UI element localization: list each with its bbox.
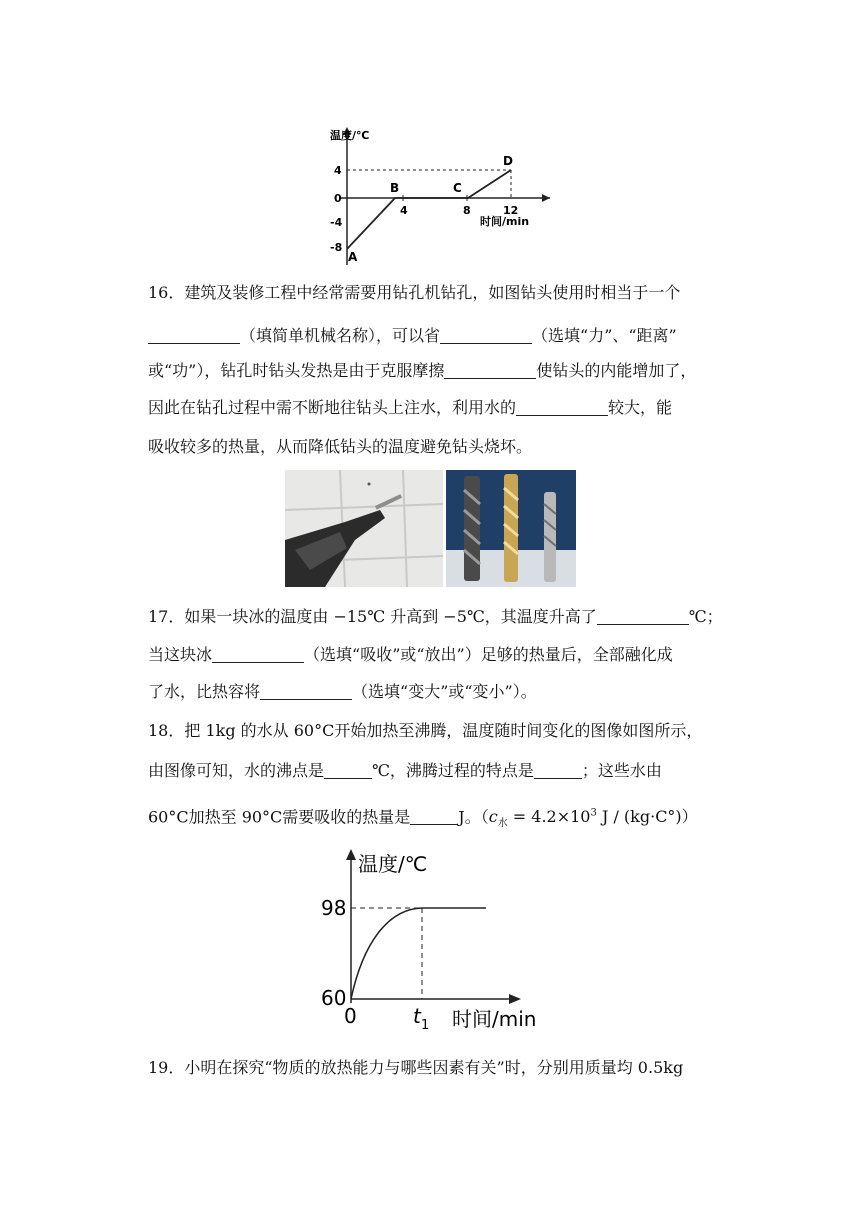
fig1-point-b: B: [390, 181, 400, 195]
fig2-xtick-t-sub: 1: [421, 1018, 430, 1033]
q16-text-2b: （选填“力”、“距离”: [532, 326, 677, 345]
q17-text-1a: 17．如果一块冰的温度由 −15℃ 升高到 −5℃，其温度升高了: [148, 607, 597, 626]
fig1-xtick-4: 4: [400, 204, 408, 217]
q18-blank-2[interactable]: [534, 762, 582, 779]
fig1-xlabel: 时间/min: [480, 215, 530, 228]
specific-heat-formula: $c_水 = 4.2\times 10^3$ J / (kg·C°)）: [488, 807, 698, 830]
q16-text-1: 16．建筑及装修工程中经常需要用钻孔机钻孔，如图钻头使用时相当于一个: [148, 283, 681, 302]
fig2-xtick-t: t: [413, 1004, 421, 1028]
fig2-ytick-60: 60: [321, 986, 347, 1010]
q16-text-4a: 因此在钻孔过程中需不断地往钻头上注水，利用水的: [148, 398, 517, 417]
q17-text-3b: （选填“变大”或“变小”）。: [352, 682, 537, 701]
q18-text-2b: ℃，沸腾过程的特点是: [372, 761, 534, 780]
q16-text-3b: 使钻头的内能增加了，: [536, 361, 697, 380]
q16-line2: [148, 325, 677, 347]
q16-blank-1[interactable]: [148, 327, 240, 344]
q18-line2: [148, 760, 662, 782]
q17-blank-1[interactable]: [597, 608, 689, 625]
q18-line3: [148, 803, 698, 836]
fig1-point-c: C: [453, 181, 462, 195]
q18-blank-3[interactable]: [410, 808, 458, 825]
drill-photo: [285, 470, 443, 587]
q16-line5: [148, 436, 532, 458]
water-heating-graph: [318, 843, 550, 1033]
drill-bits-photo: [446, 470, 576, 587]
fig1-ylabel: 温度/℃: [330, 129, 370, 142]
q18-text-1: 18．把 1kg 的水从 60°C开始加热至沸腾，温度随时间变化的图像如图所示，: [148, 721, 703, 740]
q16-text-2a: （填简单机械名称），可以省: [240, 326, 441, 345]
fig1-xtick-8: 8: [463, 204, 471, 217]
fig1-ytick-4: 4: [334, 164, 342, 177]
ice-temperature-graph: [320, 125, 550, 270]
q17-text-3a: 了水，比热容将: [148, 682, 261, 701]
q16-line4: [148, 397, 672, 419]
fig2-ytick-98: 98: [321, 896, 347, 920]
fig1-ytick-neg8: -8: [330, 241, 343, 254]
q16-blank-3[interactable]: [444, 362, 536, 379]
q16-blank-2[interactable]: [440, 327, 532, 344]
q18-text-2a: 由图像可知，水的沸点是: [148, 761, 325, 780]
fig1-ytick-neg4: -4: [330, 216, 343, 229]
fig1-point-a: A: [348, 250, 358, 264]
q18-text-3a: 60°C加热至 90°C需要吸收的热量是: [148, 807, 411, 827]
q17-line3: [148, 681, 537, 703]
q19-text-1: 19．小明在探究“物质的放热能力与哪些因素有关”时，分别用质量均 0.5kg: [148, 1058, 684, 1077]
q17-line2: [148, 644, 673, 666]
q18-blank-1[interactable]: [324, 762, 372, 779]
q17-text-1b: ℃；: [688, 607, 723, 626]
q16-text-5: 吸收较多的热量，从而降低钻头的温度避免钻头烧坏。: [148, 437, 533, 456]
fig1-point-d: D: [503, 154, 513, 168]
fig2-xlabel: 时间/min: [452, 1007, 537, 1031]
q18-line1: [148, 720, 702, 742]
fig1-xtick-12: 12: [503, 204, 519, 217]
q16-line3: [148, 360, 696, 382]
q18-text-2c: ；这些水由: [581, 761, 662, 780]
q16-text-3a: 或“功”），钻孔时钻头发热是由于克服摩擦: [148, 361, 445, 380]
fig2-xtick-0: 0: [344, 1004, 357, 1028]
q16-blank-4[interactable]: [516, 399, 608, 416]
q17-text-2a: 当这块冰: [148, 645, 213, 664]
q19-line1: [148, 1057, 683, 1079]
ice-curve: [347, 170, 511, 249]
q17-line1: [148, 606, 723, 628]
q17-blank-3[interactable]: [260, 683, 352, 700]
q18-text-3b: J。（: [458, 807, 489, 827]
q16-text-4b: 较大，能: [608, 398, 673, 417]
fig2-ylabel: 温度/℃: [358, 852, 428, 876]
q16-line1: [148, 282, 680, 304]
fig1-ytick-0: 0: [334, 192, 342, 205]
q17-blank-2[interactable]: [212, 646, 304, 663]
heating-curve: [351, 908, 486, 999]
q17-text-2b: （选填“吸收”或“放出”）足够的热量后，全部融化成: [304, 645, 673, 664]
